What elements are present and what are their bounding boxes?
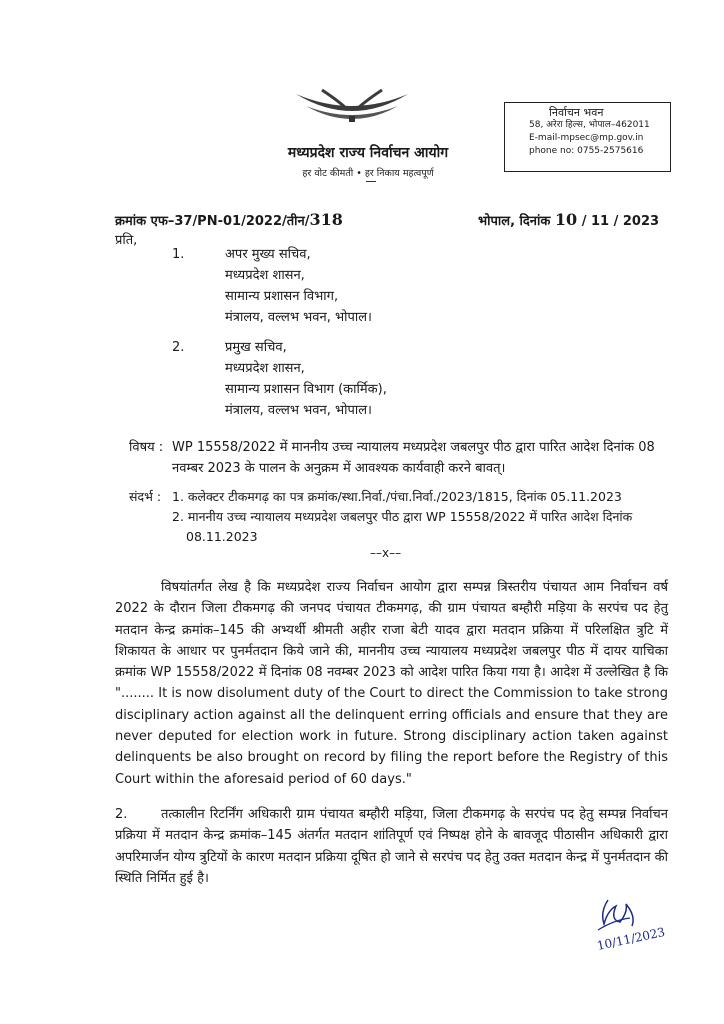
recipient-line: मंत्रालय, वल्लभ भवन, भोपाल। (225, 310, 372, 325)
recipient-line: मंत्रालय, वल्लभ भवन, भोपाल। (225, 403, 372, 418)
recipient-line: सामान्य प्रशासन विभाग (कार्मिक), (225, 382, 387, 397)
recipient-1 (172, 244, 372, 328)
prati-label: प्रति, (115, 233, 138, 248)
paragraph-2: तत्कालीन रिटर्निंग अधिकारी ग्राम पंचायत बम्हौरी मड़िया, जिला टीकमगढ़ के सरपंच पद हेतु सम्पन्न निर्वाचन प्रक्रिया में मतदान केन्द्र क्रमांक–145 अंतर्गत मतदान शांतिपूर्ण एवं निष्पक्ष होने के बावजूद पीठासीन अधिकारी द्वारा अपरिमार्जन योग्य त्रुटियों के कारण मतदान प्रक्रिया दूषित हो जाने से सरपंच पद हेतु उक्त मतदान केन्द्र में पुनर्मतदान की स्थिति निर्मित हुई है। (115, 807, 668, 886)
org-tagline: हर वोट कीमती • हर निकाय महत्वपूर्ण (302, 168, 434, 179)
subject-text: WP 15558/2022 में माननीय उच्च न्यायालय मध्यप्रदेश जबलपुर पीठ द्वारा पारित आदेश दिनांक 08 नवम्बर 2023 के पालन के अनुक्रम में आवश्यक कार्यवाही करने बावत्। (172, 440, 655, 476)
handwritten-signature (590, 890, 680, 960)
separator: ––x–– (370, 546, 402, 560)
recipient-2 (172, 337, 387, 421)
paragraph-2-number: 2. (115, 807, 128, 822)
reference-item: 1. कलेक्टर टीकमगढ़ का पत्र क्रमांक/स्था.निर्वा./पंचा.निर्वा./2023/1815, दिनांक 05.11.2023 (172, 489, 622, 504)
subject-label: विषय : (129, 440, 164, 455)
reference-number (115, 210, 343, 229)
reference-prefix: क्रमांक एफ–37/PN-01/2022/तीन/ (115, 214, 310, 229)
letter-date (478, 210, 659, 229)
tagline-divider (366, 181, 376, 182)
address-email: E-mail-mpsec@mp.gov.in (529, 133, 644, 143)
date-rest: / 11 / 2023 (581, 214, 660, 229)
reference-handwritten-number: 318 (309, 210, 343, 229)
address-line: 58, अरेरा हिल्स, भोपाल–462011 (529, 120, 650, 130)
org-name: मध्यप्रदेश राज्य निर्वाचन आयोग (287, 145, 449, 161)
recipient-number: 1. (172, 247, 185, 262)
address-title: निर्वाचन भवन (549, 106, 604, 119)
date-handwritten-day: 10 (554, 210, 578, 229)
address-phone: phone no: 0755-2575616 (529, 146, 644, 156)
commission-logo (292, 88, 412, 134)
signature-date: 10/11/2023 (595, 924, 667, 953)
references-label: संदर्भ : (129, 489, 162, 504)
recipient-line: अपर मुख्य सचिव, (225, 247, 311, 262)
recipient-line: प्रमुख सचिव, (225, 340, 287, 355)
date-prefix: भोपाल, दिनांक (478, 214, 555, 229)
reference-item: 2. माननीय उच्च न्यायालय मध्यप्रदेश जबलपुर पीठ द्वारा WP 15558/2022 में पारित आदेश दिनांक 08.11.2023 (172, 509, 633, 544)
recipient-line: सामान्य प्रशासन विभाग, (225, 289, 339, 304)
recipient-line: मध्यप्रदेश शासन, (225, 268, 305, 283)
recipient-number: 2. (172, 340, 185, 355)
paragraph-1: विषयांतर्गत लेख है कि मध्यप्रदेश राज्य निर्वाचन आयोग द्वारा सम्पन्न त्रिस्तरीय पंचायत आम निर्वाचन वर्ष 2022 के दौरान जिला टीकमगढ़ की जनपद पंचायत टीकमगढ़, की ग्राम पंचायत बम्हौरी मड़िया के सरपंच पद हेतु मतदान केन्द्र क्रमांक–145 की अभ्यर्थी श्रीमती अहीर राजा बेटी यादव द्वारा मतदान प्रक्रिया में परिलक्षित त्रुटि में शिकायत के आधार पर पुनर्मतदान किये जाने की, माननीय उच्च न्यायालय मध्यप्रदेश जबलपुर पीठ में दायर याचिका क्रमांक WP 15558/2022 में दिनांक 08 नवम्बर 2023 को आदेश पारित किया गया है। आदेश में उल्लेखित है कि "........ It is now disolument duty of the Court to direct the Commission to take strong disciplinary action against all the delinquent erring officials and ensure that they are never deputed for election work in future. Strong disciplinary action taken against delinquents be also brought on record by filing the report before the Registry of this Court within the aforesaid period of 60 days." (115, 580, 668, 787)
recipient-line: मध्यप्रदेश शासन, (225, 361, 305, 376)
references-list (172, 487, 672, 547)
address-box (504, 102, 671, 172)
